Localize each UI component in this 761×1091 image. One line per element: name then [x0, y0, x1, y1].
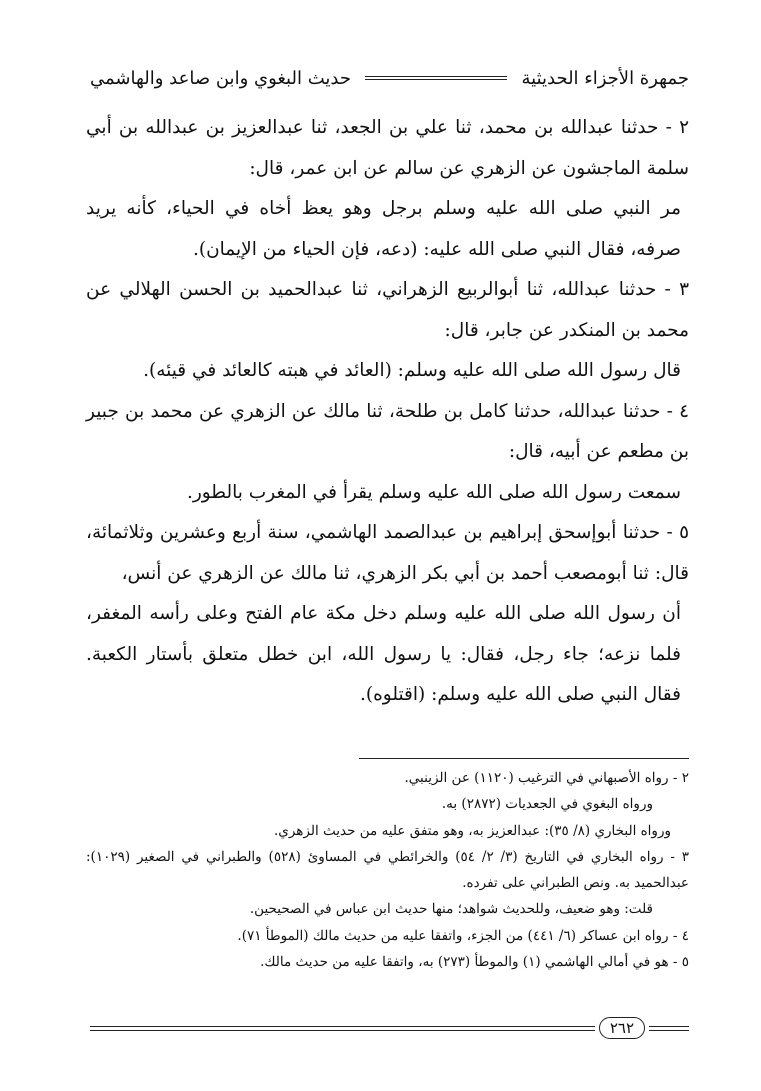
header-title-left: حديث البغوي وابن صاعد والهاشمي [90, 67, 351, 89]
running-header [90, 62, 689, 94]
footer-rule-right [649, 1026, 689, 1031]
hadith-2-matn: مر النبي صلى الله عليه وسلم برجل وهو يعظ أخاه في الحياء، كأنه يريد صرفه، فقال النبي صلى الله عليه: (دعه، فإن الحياء من الإيمان). [86, 198, 681, 260]
hadith-5-matn: أن رسول الله صلى الله عليه وسلم دخل مكة عام الفتح وعلى رأسه المغفر، فلما نزعه؛ جاء رجل، فقال: يا رسول الله، ابن خطل متعلق بأستار الكعبة. فقال النبي صلى الله عليه وسلم: (اقتلوه). [86, 603, 681, 705]
footnotes [86, 765, 689, 975]
footnote-3-cont: قلت: وهو ضعيف، وللحديث شواهد؛ منها حديث ابن عباس في الصحيحين. [249, 901, 653, 918]
main-text [86, 108, 689, 716]
footnote-3: ٣ - رواه البخاري في التاريخ (٣/ ٢/ ٥٤) والخرائطي في المساوئ (٥٢٨) والطبراني في الصغير (١٠٢٩): عبدالحميد به. ونص الطبراني على تفرده. [86, 848, 690, 892]
footnote-5: ٥ - هو في أمالي الهاشمي (١) والموطأ (٢٧٣) به، واتفقا عليه من حديث مالك. [260, 954, 689, 971]
footnote-2-cont-2: ورواه البخاري (٨/ ٣٥): عبدالعزيز به، وهو متفق عليه من حديث الزهري. [274, 822, 671, 839]
page-number: ٢٦٢ [599, 1017, 645, 1039]
header-title-right: جمهرة الأجزاء الحديثية [521, 67, 689, 89]
page-footer [90, 1017, 689, 1039]
hadith-3-matn: قال رسول الله صلى الله عليه وسلم: (العائد في هبته كالعائد في قيئه). [143, 360, 681, 381]
hadith-4-matn: سمعت رسول الله صلى الله عليه وسلم يقرأ في المغرب بالطور. [186, 481, 681, 503]
footnote-2: ٢ - رواه الأصبهاني في الترغيب (١١٢٠) عن الزينبي. [404, 770, 689, 786]
footnote-rule [359, 758, 689, 759]
header-rule [365, 76, 508, 80]
footnote-4: ٤ - رواه ابن عساكر (٦/ ٤٤١) من الجزء، واتفقا عليه من حديث مالك (الموطأ ٧١). [237, 927, 689, 944]
footer-rule-left [90, 1026, 595, 1031]
hadith-3-isnad: ٣ - حدثنا عبدالله، ثنا أبوالربيع الزهراني، ثنا عبدالحميد بن الحسن الهلالي عن محمد بن المنكدر عن جابر، قال: [86, 279, 689, 341]
hadith-4-isnad: ٤ - حدثنا عبدالله، حدثنا كامل بن طلحة، ثنا مالك عن الزهري عن محمد بن جبير بن مطعم عن أبيه، قال: [86, 400, 689, 462]
footnote-2-cont-1: ورواه البغوي في الجعديات (٢٨٧٢) به. [441, 796, 653, 813]
hadith-5-isnad: ٥ - حدثنا أبوإسحق إبراهيم بن عبدالصمد الهاشمي، سنة أربع وعشرين وثلاثمائة، قال: ثنا أبومصعب أحمد بن أبي بكر الزهري، ثنا مالك عن الزهري عن أنس، [86, 522, 689, 584]
hadith-2-isnad: ٢ - حدثنا عبدالله بن محمد، ثنا علي بن الجعد، ثنا عبدالعزيز بن عبدالله بن أبي سلمة الماجشون عن الزهري عن سالم عن ابن عمر، قال: [86, 117, 689, 179]
